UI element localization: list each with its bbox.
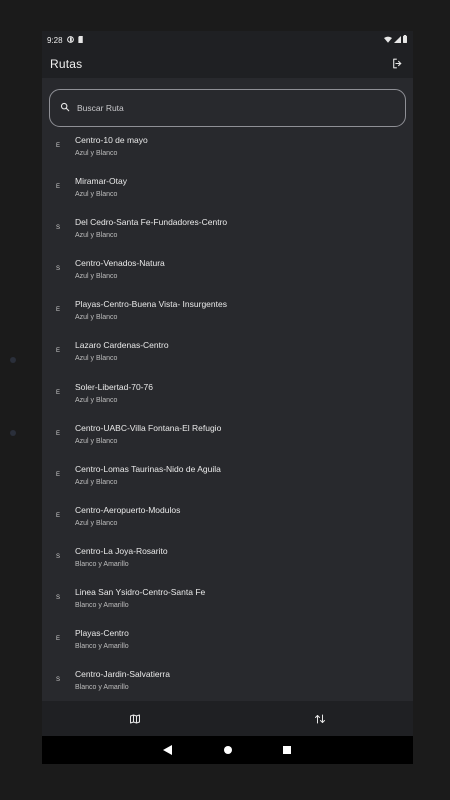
signal-icon	[394, 36, 401, 45]
list-item[interactable]	[42, 211, 413, 252]
route-text	[75, 340, 169, 363]
route-colors: Azul y Blanco	[75, 232, 118, 240]
app-window	[42, 31, 413, 764]
logout-icon[interactable]	[387, 54, 407, 74]
system-navigation-bar	[42, 736, 413, 764]
route-name: Playas-Centro-Buena Vista- Insurgentes	[75, 299, 227, 310]
route-text	[75, 135, 148, 158]
route-letter: E	[56, 512, 61, 519]
route-letter: E	[56, 348, 61, 355]
status-time: 9:28	[47, 35, 63, 45]
recents-square-icon[interactable]	[279, 742, 295, 758]
route-name: Centro-Lomas Taurinas-Nido de Aguila	[75, 463, 221, 474]
route-name: Del Cedro-Santa Fe-Fundadores-Centro	[75, 217, 228, 228]
list-item[interactable]	[42, 458, 413, 499]
route-text	[75, 299, 227, 322]
route-text	[75, 176, 127, 199]
route-letter: S	[56, 225, 61, 232]
route-text	[75, 464, 221, 487]
route-name: Miramar-Otay	[75, 176, 127, 187]
route-colors: Azul y Blanco	[75, 355, 118, 363]
page-title: Rutas	[50, 56, 83, 71]
home-circle-icon[interactable]	[220, 742, 236, 758]
route-letter: E	[56, 307, 61, 314]
route-letter: E	[56, 430, 61, 437]
side-dot	[10, 357, 16, 363]
route-letter: S	[56, 677, 61, 684]
route-colors: Azul y Blanco	[75, 150, 118, 157]
route-colors: Azul y Blanco	[75, 314, 118, 322]
route-colors: Azul y Blanco	[75, 191, 118, 199]
swap-routes-icon[interactable]	[310, 709, 330, 729]
list-item[interactable]	[42, 417, 413, 458]
route-colors: Blanco y Amarillo	[75, 602, 129, 610]
route-list	[42, 129, 413, 701]
route-letter: S	[56, 553, 61, 560]
route-name: Playas-Centro	[75, 628, 129, 639]
route-letter: E	[56, 389, 61, 396]
route-text	[75, 587, 205, 610]
route-text	[75, 628, 129, 651]
route-colors: Blanco y Amarillo	[75, 684, 129, 692]
route-letter: E	[56, 143, 61, 149]
route-name: Centro-Jardin-Salvatierra	[75, 669, 170, 680]
route-colors: Azul y Blanco	[75, 273, 118, 281]
route-text	[75, 669, 170, 692]
route-text	[75, 382, 153, 405]
list-item[interactable]	[42, 540, 413, 581]
route-text	[75, 423, 221, 446]
list-item[interactable]	[42, 581, 413, 622]
search-bar[interactable]	[49, 89, 406, 127]
map-icon[interactable]	[125, 709, 145, 729]
list-item[interactable]	[42, 622, 413, 663]
status-bar	[42, 31, 413, 49]
side-dot	[10, 430, 16, 436]
battery-icon	[403, 35, 407, 45]
route-name: Lazaro Cardenas-Centro	[75, 340, 169, 351]
search-input[interactable]	[77, 103, 377, 113]
route-text	[75, 258, 165, 281]
route-name: Soler-Libertad-70-76	[75, 381, 153, 392]
route-content	[42, 78, 413, 701]
route-letter: S	[56, 595, 61, 602]
route-text	[75, 217, 227, 240]
route-colors: Azul y Blanco	[75, 437, 118, 445]
route-letter: S	[56, 266, 61, 273]
list-item[interactable]	[42, 663, 413, 701]
route-colors: Blanco y Amarillo	[75, 643, 129, 651]
route-colors: Blanco y Amarillo	[75, 560, 129, 568]
route-colors: Azul y Blanco	[75, 478, 118, 486]
back-triangle-icon[interactable]	[159, 742, 175, 758]
route-name: Linea San Ysidro-Centro-Santa Fe	[75, 587, 206, 598]
list-item[interactable]	[42, 293, 413, 334]
route-name: Centro-Venados-Natura	[75, 258, 165, 269]
sd-card-icon	[78, 36, 84, 45]
notification-icon	[67, 36, 74, 45]
list-item[interactable]	[42, 376, 413, 417]
wifi-icon	[384, 36, 392, 45]
route-name: Centro-UABC-Villa Fontana-El Refugio	[75, 422, 222, 433]
route-letter: E	[56, 471, 61, 478]
route-name: Centro-Aeropuerto-Modulos	[75, 504, 181, 515]
route-text	[75, 505, 180, 528]
search-icon	[60, 99, 70, 117]
route-name: Centro-10 de mayo	[75, 135, 148, 145]
route-text	[75, 546, 168, 569]
route-name: Centro-La Joya-Rosarito	[75, 545, 168, 556]
app-bar	[42, 49, 413, 78]
list-item[interactable]	[42, 334, 413, 375]
route-letter: E	[56, 184, 61, 191]
list-item[interactable]	[42, 499, 413, 540]
list-item[interactable]	[42, 252, 413, 293]
list-item[interactable]	[42, 129, 413, 170]
route-letter: E	[56, 636, 61, 643]
route-colors: Azul y Blanco	[75, 396, 118, 404]
list-item[interactable]	[42, 170, 413, 211]
bottom-navigation	[42, 701, 413, 736]
route-colors: Azul y Blanco	[75, 519, 118, 527]
